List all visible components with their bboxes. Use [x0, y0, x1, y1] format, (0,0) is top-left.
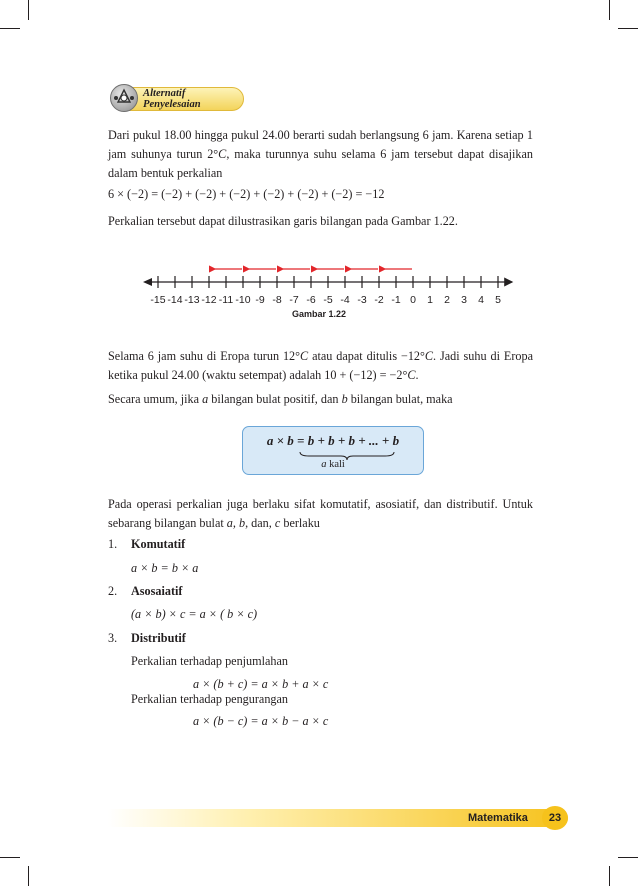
- crop-mark: [618, 28, 638, 29]
- tick-label: -12: [201, 294, 217, 306]
- figure-caption: Gambar 1.22: [292, 309, 347, 319]
- tick-label: -8: [272, 294, 282, 306]
- tick-label: -3: [357, 294, 367, 306]
- crop-mark: [618, 857, 638, 858]
- tick-label: -6: [306, 294, 316, 306]
- tick-label: 2: [444, 294, 450, 306]
- properties-paragraph: Pada operasi perkalian juga berlaku sifat komutatif, asosiatif, dan distributif. Untuk sebarang bilangan bulat a, b, dan, c berlaku: [108, 497, 533, 530]
- tick-label: -5: [323, 294, 333, 306]
- illustration-sentence: Perkalian tersebut dapat dilustrasikan garis bilangan pada Gambar 1.22.: [108, 214, 458, 228]
- crop-mark: [609, 866, 610, 886]
- multiplication-formula: a × b = b + b + b + ... + b: [266, 433, 400, 448]
- associative-title: Asosaiatif: [131, 584, 183, 598]
- tick-label: 3: [461, 294, 467, 306]
- tick-label: -10: [235, 294, 251, 306]
- page-number: 23: [542, 806, 568, 830]
- distributive-addition-label: Perkalian terhadap penjumlahan: [131, 654, 289, 668]
- multiplication-formula-box: [242, 426, 424, 475]
- crop-mark: [0, 857, 20, 858]
- tick-label: -7: [289, 294, 299, 306]
- distributive-subtraction-label: Perkalian terhadap pengurangan: [131, 692, 289, 706]
- badge-line-1: Alternatif: [143, 88, 186, 99]
- alternative-solution-badge: [110, 84, 242, 112]
- a-times-label: a kali: [321, 459, 345, 470]
- crop-mark: [28, 866, 29, 886]
- tick-label: -15: [150, 294, 166, 306]
- intro-paragraph: Dari pukul 18.00 hingga pukul 24.00 berarti sudah berlangsung 6 jam. Karena setiap 1 jam suhunya turun 2°C, maka turunnya suhu selama 6 jam tersebut dapat disajikan dalam bentuk perkalian: [108, 128, 534, 180]
- tick-label: -13: [184, 294, 200, 306]
- equation: 6 × (−2) = (−2) + (−2) + (−2) + (−2) + (−2) + (−2) = −12: [108, 187, 385, 201]
- tick-label: 0: [410, 294, 416, 306]
- item-number: 2.: [108, 584, 118, 598]
- tick-label: -4: [340, 294, 350, 306]
- tick-label: 5: [495, 294, 501, 306]
- tools-icon: [110, 84, 138, 112]
- tick-label: 1: [427, 294, 433, 306]
- tick-label: -2: [374, 294, 384, 306]
- item-number: 3.: [108, 631, 118, 645]
- footer-title: Matematika: [468, 812, 528, 824]
- crop-mark: [0, 28, 20, 29]
- general-rule-sentence: Secara umum, jika a bilangan bulat positif, dan b bilangan bulat, maka: [108, 392, 453, 406]
- tick-label: 4: [478, 294, 484, 306]
- commutative-formula: a × b = b × a: [131, 561, 199, 575]
- crop-mark: [28, 0, 29, 20]
- result-paragraph: Selama 6 jam suhu di Eropa turun 12°C atau dapat ditulis −12°C. Jadi suhu di Eropa ketika pukul 24.00 (waktu setempat) adalah 10 + (−12) = −2°C.: [108, 349, 533, 382]
- tick-label: -11: [218, 294, 234, 306]
- item-number: 1.: [108, 537, 118, 551]
- tick-label: -1: [391, 294, 401, 306]
- number-line: [138, 258, 522, 308]
- distributive-title: Distributif: [131, 631, 186, 645]
- tick-label: -9: [255, 294, 265, 306]
- distributive-addition-formula: a × (b + c) = a × b + a × c: [193, 677, 329, 691]
- badge-line-2: Penyelesaian: [143, 99, 201, 110]
- distributive-subtraction-formula: a × (b − c) = a × b − a × c: [193, 714, 329, 728]
- crop-mark: [609, 0, 610, 20]
- associative-formula: (a × b) × c = a × ( b × c): [131, 607, 258, 621]
- commutative-title: Komutatif: [131, 537, 186, 551]
- tick-label: -14: [167, 294, 183, 306]
